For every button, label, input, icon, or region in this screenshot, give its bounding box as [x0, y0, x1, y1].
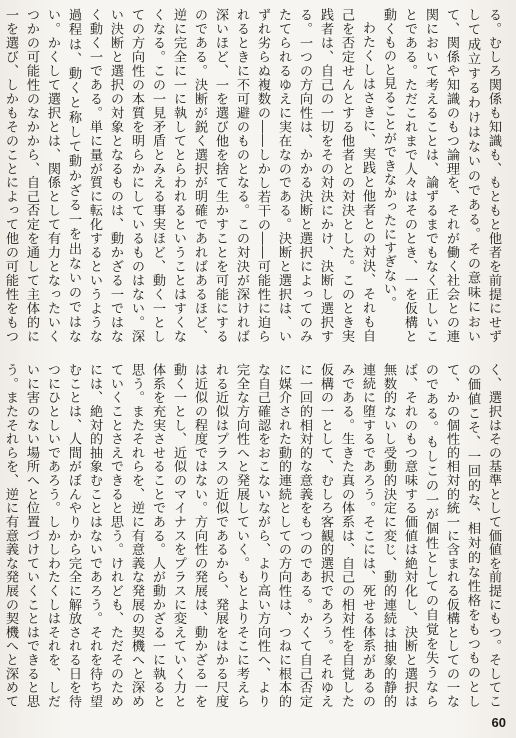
paragraph: る。むしろ関係も知識も、もともと他者を前提にせずして成立するわけはないのである。その意味において、関係や知識のもつ論理を、それが働く社会との連関において考えることは、論ずるまでもなく正しいことである。ただこれまで人々はそのとき、一を仮構と動くものと見ることができなかったにすぎない。 — [381, 8, 501, 343]
text-block-bottom — [3, 363, 504, 708]
paragraph: わたくしはさきに、実践と他者との対決、それも自己を否定せんとする他者との対決とした。このとき実践者は、自己の一切をその対決にかけ、決断し選択する。一つの方向性は、かかる決断と選択によってのみたてられるゆえに実在なのである。決断と選択は、いずれ劣らぬ複数の――しかし若干の――可能性に迫られるときに不可避のものとなる。この対決が深ければ深いほど、一を選び他を捨て生かすことを可能にするのである。決断が鋭く選択が明確であればあるほど、逆に完全に一に執してとらわれるということはすくなくなる。この一見矛盾とみえる事実ほど、動く一としての方向性の本質を明らかにしているものはない。深い決断と選択の対象となるものは、動かざる一ではなく動く一である。単に量が質に転化するというような過程は、動くと称して動かざる一を出ないのではない。かくして選択とは、関係として有力となったいくつかの可能性のなかから、自己否定を通して主体的に一を選び、しかもそのことによって他の可能性をもつ — [3, 8, 375, 343]
text-block-top — [3, 8, 504, 343]
page-number: 60 — [491, 715, 506, 730]
paragraph: く、選択はその基準として価値を前提にもつ。そしてこの価値こそ、一回的な、相対的な性格をもつものとして、かの個性的相対的統一に含まれる仮構としての一なのである。もしこの一が個性としての自覚を失うならば、それのもつ意味する価値は絶対化し、決断と選択は無数的ないし受動的決定に変じ、動的連続は抽象的静的連続に堕するであろう。そこには、死せる体系があるのみである。生きた真の体系は、自己の相対性を自覚した仮構の一として、むしろ客観的選択であろう。それゆえに一回的相対的な意義をもつのである。かくて自己否定に媒介された動的連続としての方向性は、つねに根本的な自己確認をおこないながら、より高い方向性へ、より完全な方向性へと発展していく。もとよりそこに考えられる近似はプラスの近似であるから、発展をはかる尺度は近似の程度ではない。方向性の発展は、動かざる一を動く一とし、近似のマイナスをプラスに変えていく力と体系を充実させることである。人が動かざる一に執ると思う。またそれらを、逆に有意義な発展の契機へと深めていくことさえできると思う。けれども、ただそのためには、絶対的抽象むことはないであろう。それを待ち望むことは、人間がぼんやりから完全に解放される日を待つにひとしいであろう。しかしわたくしはそれを、しだいに害のない場所へと位置づけていくことはできると思う。またそれらを、逆に有意義な発展の契機へと深めて — [3, 363, 501, 708]
